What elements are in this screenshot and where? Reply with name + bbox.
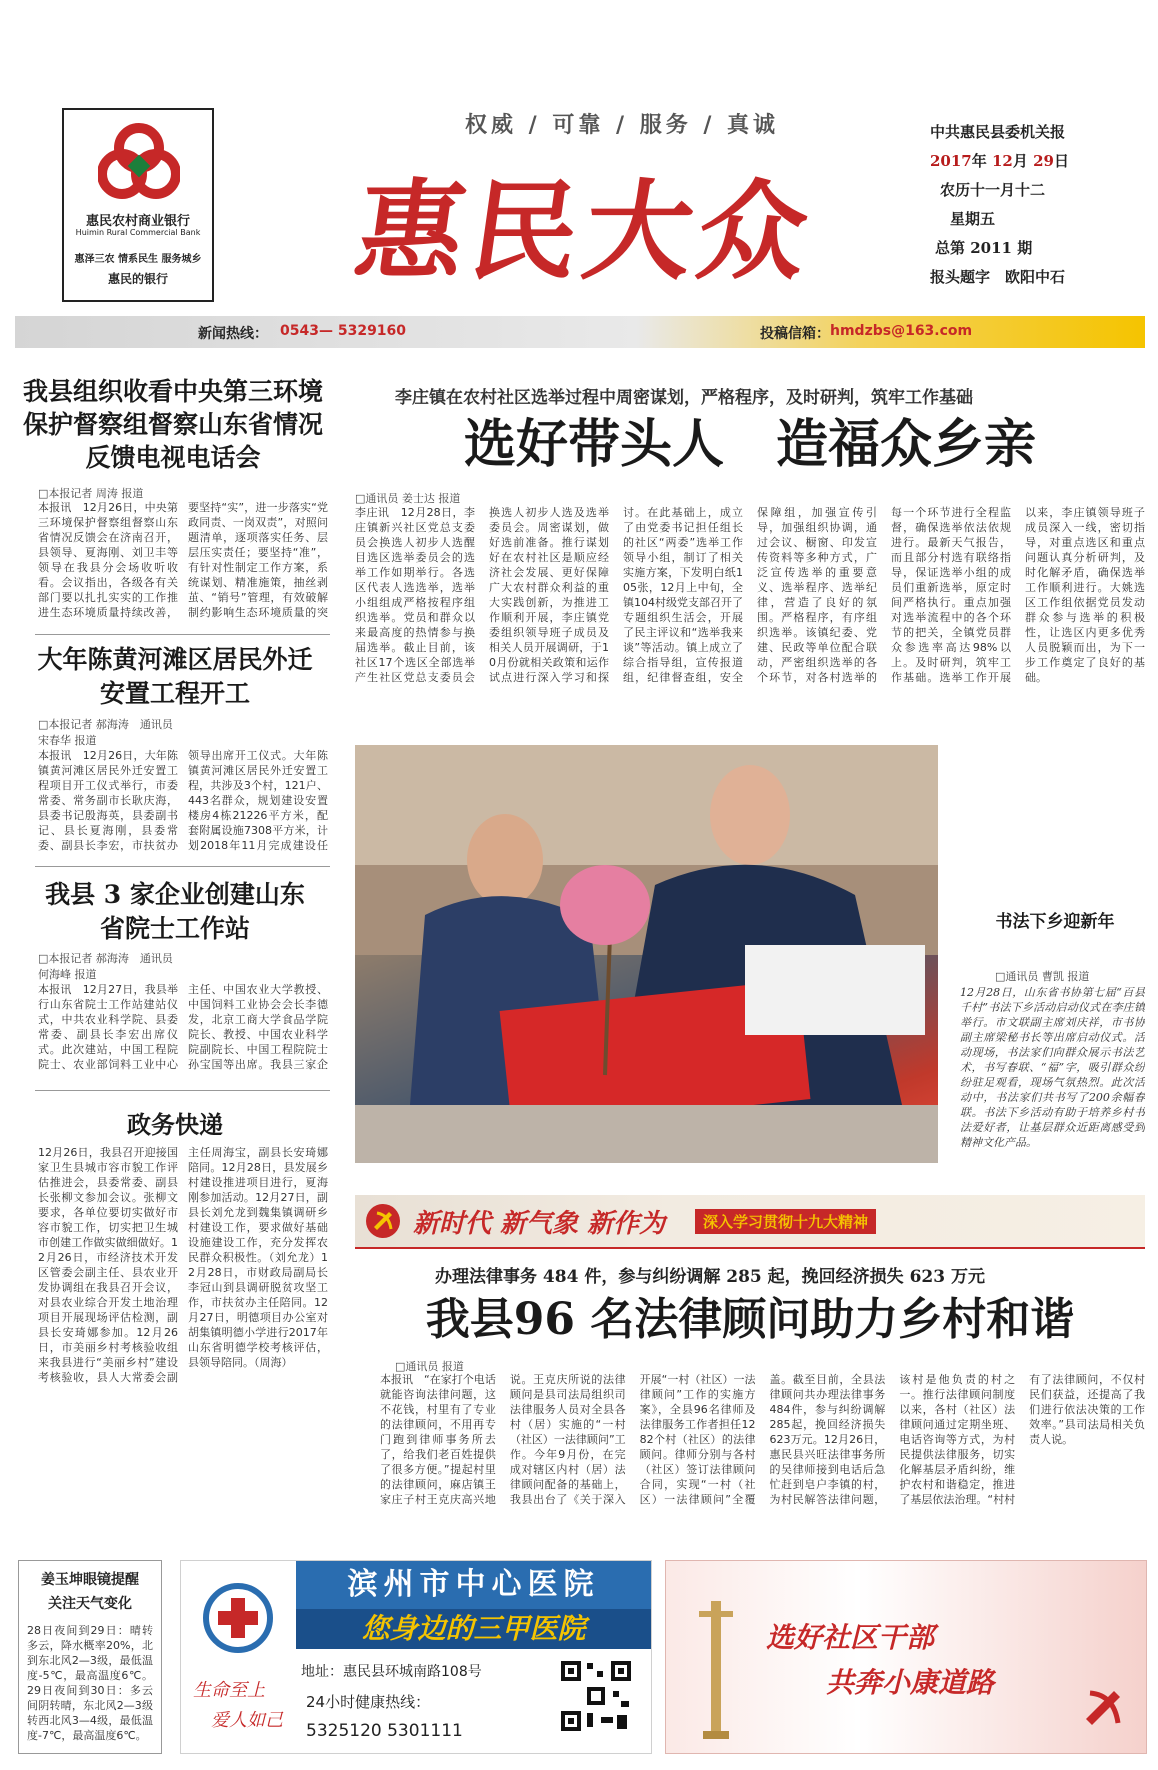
article-3-body: 本报讯 12月27日，我县举行山东省院士工作站建站仪式，中共农业科学院、县委常委、副县长李宏出席仪式。此次建站，中国工程院院士、农业部饲料工业中心主任、中国农业大学教授、中国饲料工业协会会长李德发，北京工商大学食品学院院长、教授、中国农业科学院副院长、中国工程院院士孙宝国等出席。我县三家企: [38, 983, 328, 1071]
hospital-motto-1: 生命至上: [193, 1680, 265, 1701]
banner-sub: 深入学习贯彻十九大精神: [695, 1209, 876, 1234]
hotline-bar: [15, 316, 1145, 348]
news-hotline-label: 新闻热线：: [198, 326, 268, 342]
community-ad-line-1: 选好社区干部: [766, 1621, 935, 1654]
article-1-byline: □本报记者 周涛 报道: [38, 487, 144, 500]
community-ad: [665, 1560, 1147, 1754]
article-1-body: 本报讯 12月26日，中央第三环境保护督察组督察山东省情况反馈会在济南召开，县领导、夏海刚、刘卫丰等领导在我县分会场收听收看。会议指出，各级各有关部门要以扎扎实实的工作推进生态环境质量持续改善，要坚持“实”，进一步落实“党政同责、一岗双责”，对照问题清单，逐项落实任务、层层压实责任；要坚持“准”，有针对性制定工作方案，系统谋划、精准施策，抽丝剥茧、“销号”管理，有效破解制约影响生态环境质量的突: [38, 501, 328, 619]
masthead-slogan: 权威 / 可靠 / 服务 / 真诚: [465, 112, 780, 138]
photo-illustration: [355, 745, 938, 1163]
masthead-info: [930, 118, 1069, 292]
main-byline: □通讯员 姜士达 报道: [355, 492, 461, 505]
news-hotline-number: 0543— 5329160: [280, 323, 407, 339]
caption-body: 12月28日，山东省书协第七届“百县千村”书法下乡活动启动仪式在李庄镇举行。市文联副主席刘庆祥，市书协副主席梁秘书长等出席启动仪式。活动现场，书法家们向群众展示书法艺术，书写春联、“福”字，吸引群众纷纷驻足观看，现场气氛热烈。此次活动中，书法家们共书写了200余幅春联。书法下乡活动有助于培养乡村书法爱好者，让基层群众近距离感受到精神文化产品。: [960, 986, 1145, 1149]
article-4-title: 政务快递: [127, 1110, 223, 1139]
monument-icon: [691, 1581, 741, 1741]
issue-number: 总第 2011 期: [935, 239, 1033, 257]
lunar-date: 农历十一月十二: [940, 181, 1046, 199]
community-ad-line-2: 共奔小康道路: [826, 1666, 995, 1699]
article-2-body: 本报讯 12月26日，大年陈镇黄河滩区居民外迁安置工程项目开工仪式举行，市委常委、常务副市长耿庆海，县委书记殷海英，县委副书记、县长夏海刚，县委常委、副县长李宏，市扶贫办领导出席开工仪式。大年陈镇黄河滩区居民外迁安置工程，共涉及3个村，121户、443名群众，规划建设安置楼房4栋21226平方米，配套附属设施7308平方米，计划2018年11月完成建设任: [38, 749, 328, 852]
party-emblem-icon: [1076, 1679, 1130, 1733]
law-title: 我县96 名法律顾问助力乡村和谐: [425, 1294, 1075, 1345]
issue-date: 2017年 12月 29日: [930, 152, 1070, 170]
article-1-title: 我县组织收看中央第三环境保护督察组督察山东省情况反馈电视电话会: [22, 377, 323, 472]
weather-body: 28日夜间到29日：晴转多云，降水概率20%，北到东北风2—3级，最低温度-5℃，最高温度6℃。29日夜间到30日：多云间阴转晴，东北风2—3级转西北风3—4级，最低温度-7℃，最高温度6℃。: [27, 1624, 153, 1742]
hospital-logo-icon: [203, 1583, 273, 1653]
paper-title: 惠民大众: [347, 169, 822, 295]
hospital-tagline: 您身边的三甲医院: [296, 1609, 651, 1649]
law-kicker: 办理法律事务 484 件，参与纠纷调解 285 起，挽回经济损失 623 万元: [435, 1267, 985, 1287]
slogan-banner: [355, 1195, 1145, 1249]
bank-ad: [62, 108, 214, 302]
law-byline: □通讯员 报道: [395, 1360, 464, 1373]
calligraphy-credit: 报头题字 欧阳中石: [930, 268, 1066, 286]
bank-name: 惠民农村商业银行: [85, 214, 190, 229]
article-2-title: 大年陈黄河滩区居民外迁安置工程开工: [37, 645, 313, 708]
bank-slogan: 惠泽三农 情系民生 服务城乡: [74, 254, 202, 265]
weekday: 星期五: [950, 210, 996, 228]
law-body: 本报讯 “在家打个电话就能咨询法律问题，这不花钱，村里有了专业的法律顾问，不用再专门跑到律师事务所去了，给我们老百姓提供了很多方便。”提起村里的法律顾问，麻店镇王家庄子村王克庆高兴地说。王克庆所说的法律顾问是县司法局组织司法律服务人员对全县各村（居）实施的“一村（社区）一法律顾问”工作。今年9月份，在完成对辖区内村（居）法律顾问配备的基础上，我县出台了《关于深入开展“一村（社区）一法律顾问”工作的实施方案》，全县96名律师及法律服务工作者担任1282个村（社区）的法律顾问。律师分别与各村（社区）签订法律顾问合同，实现“一村（社区）一法律顾问”全覆盖。截至目前，全县法律顾问共办理法律事务484件，参与纠纷调解285起，挽回经济损失623万元。12月26日，惠民县兴旺法律事务所的吴律师接到电话后急忙赶到皂户李镇的村，为村民解答法律问题，该村是他负责的村之一。推行法律顾问制度以来，各村（社区）法律顾问通过定期坐班、电话咨询等方式，为村民提供法律服务，切实化解基层矛盾纠纷，维护农村和谐稳定，推进了基层依法治理。“村村有了法律顾问，不仅村民们获益，还提高了我们进行依法决策的工作效率。”县司法局相关负责人说。: [380, 1373, 1145, 1506]
hospital-address: 地址：惠民县环城南路108号: [301, 1664, 482, 1680]
qr-code-icon: [557, 1657, 635, 1735]
main-title: 选好带头人 造福众乡亲: [463, 415, 1036, 475]
article-4-body: 12月26日，我县召开迎接国家卫生县城市容市貌工作评估推进会，县委常委、副县长张柳文参加会议。张柳文要求，各单位要切实做好市容市貌工作，切实把卫生城市创建工作做实做细做好。12月26日，市经济技术开发区管委会副主任、县农业开发协调组在我县召开会议，对县农业综合开发土地治理项目开展现场评估检测，副县长安琦娜参加。12月26日，市美丽乡村考核验收组来我县进行“美丽乡村”建设考核验收，县人大常委会副主任周海宝，副县长安琦娜陪同。12月28日，县发展乡村建设推进项目进行，夏海刚参加活动。12月27日，副县长刘允龙到魏集镇调研乡村建设工作，要求做好基础设施建设工作，充分发挥农民群众积极性。（刘允龙）12月28日，市财政局副局长李冠山到县调研脱贫攻坚工作，市扶贫办主任陪同。12月27日，明德项目办公室对胡集镇明德小学进行2017年山东省明德学校考核评估，县领导陪同。（周海）: [38, 1146, 328, 1384]
article-3-byline: □本报记者 郝海涛 通讯员 何海峰 报道: [38, 952, 173, 981]
bank-slogan-2: 惠民的银行: [107, 272, 168, 286]
bank-name-en: Huimin Rural Commercial Bank: [75, 228, 201, 237]
hospital-motto-2: 爱人如己: [211, 1710, 283, 1731]
hospital-hotline: 5325120 5301111: [306, 1721, 463, 1741]
hospital-ad: [180, 1560, 652, 1754]
main-body: 李庄讯 12月28日，李庄镇新兴社区党总支委员会换选人初步人选醒目选区选举委员会的选举工作如期举行。各选区代表人选选举，选举小组组成严格按程序组织选举。党员和群众以来最高度的热情参与换届选举。截止目前，该社区17个选区全部选举产生社区党总支委员会换选人初步人选及选举委员会。周密谋划，做好选前准备。推行谋划好在农村社区是顺应经济社会发展、更好保障广大农村群众利益的重大实践创新，为推进工作顺利开展，李庄镇党委组织领导班子成员及相关人员开展调研，于10月份就相关政策和运作试点进行深入学习和探讨。在此基础上，成立了由党委书记担任组长的社区“两委”选举工作领导小组，制订了相关实施方案，下发明白纸105张，12月上中旬，全镇104村级党支部召开了专题组织生活会，开展了民主评议和“选举我来谈”等活动。镇上成立了综合指导组，宣传报道组，纪律督查组，安全保障组，加强宣传引导，加强组织协调，通过会议、橱窗、印发宣传资料等多种方式，广泛宣传选举的重要意义、选举程序、选举纪律，营造了良好的氛围。严格程序，有序组织选举。该镇纪委、党建、民政等单位配合联动，严密组织选举的各个环节，对各村选举的每一个环节进行全程监督，确保选举依法依规进行。最新天气报告，而且部分村选有联络指导，保证选举小组的成员们重新选举，原定时间严格执行。重点加强对选举流程中的各个环节的把关，全镇党员群众参选率高达98%以上。及时研判，筑牢工作基础。选举工作开展以来，李庄镇领导班子成员深入一线，密切指导，对重点选区和重点问题认真分析研判，及时化解矛盾，确保选举工作顺利进行。大姚选区工作组依据党员发动群众参与选举的积极性，让选区内更多优秀人员脱颖而出，为下一步工作奠定了良好的基础。: [355, 506, 1145, 684]
article-3-title: 我县 3 家企业创建山东省院士工作站: [45, 880, 305, 943]
hospital-name: 滨州市中心医院: [296, 1561, 651, 1609]
banner-slogan: 新时代 新气象 新作为: [413, 1209, 666, 1239]
article-2-byline: □本报记者 郝海涛 通讯员 宋春华 报道: [38, 718, 173, 747]
bank-logo-icon: [98, 122, 180, 204]
weather-title: 关注天气变化: [48, 1596, 132, 1612]
mail-label: 投稿信箱：: [760, 326, 830, 342]
main-kicker: 李庄镇在农村社区选举过程中周密谋划，严格程序，及时研判，筑牢工作基础: [395, 388, 973, 408]
calligraphy-photo: [355, 745, 938, 1163]
hospital-hotline-label: 24小时健康热线：: [306, 1693, 431, 1711]
mail-address: hmdzbs@163.com: [830, 323, 973, 339]
party-emblem-icon: [365, 1203, 401, 1239]
weather-box: [18, 1560, 162, 1754]
caption-byline: □通讯员 曹凯 报道: [995, 970, 1090, 983]
weather-sponsor: 姜玉坤眼镜提醒: [41, 1572, 139, 1588]
org-name: 中共惠民县委机关报: [930, 123, 1066, 141]
caption-title: 书法下乡迎新年: [995, 912, 1115, 932]
